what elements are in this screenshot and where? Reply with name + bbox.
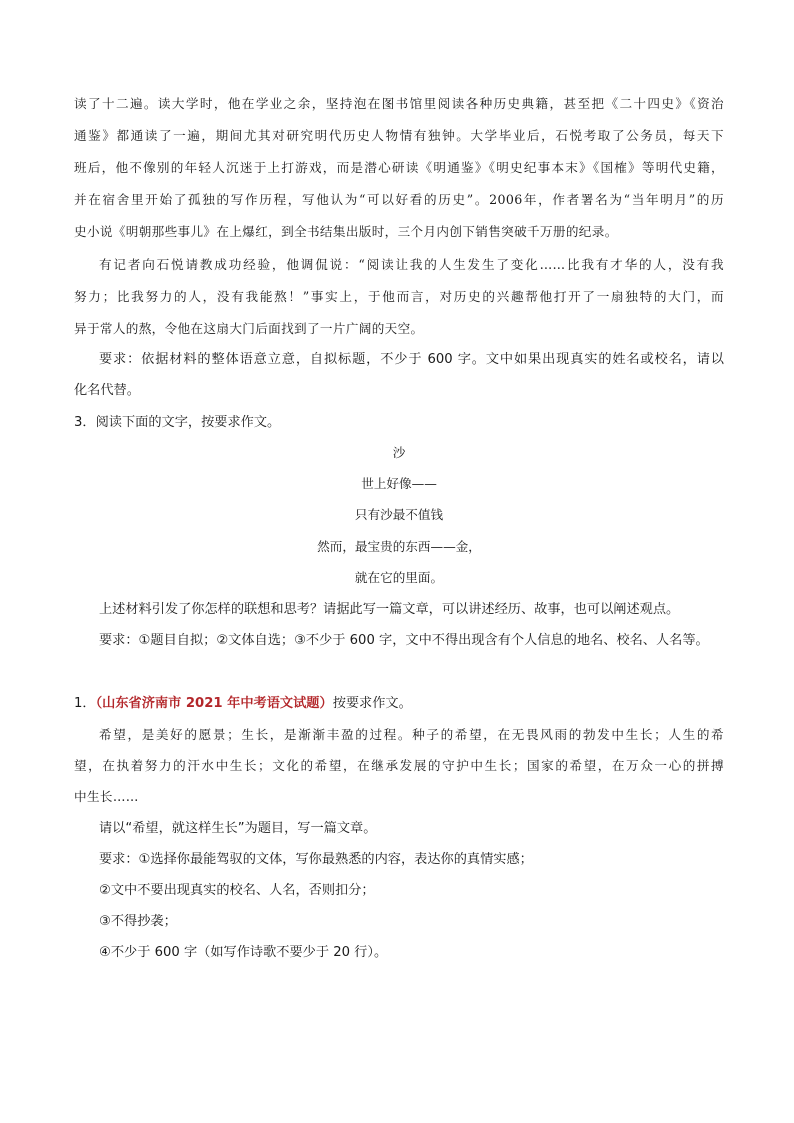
question1-requirement: 要求：①选择你最能驾驭的文体，写你最熟悉的内容，表达你的真情实感； (99, 852, 533, 867)
poem-line: 只有沙最不值钱 (354, 507, 444, 522)
material2-para2-line: 异于常人的熬，令他在这扇大门后面找到了一片广阔的天空。 (74, 321, 424, 336)
question1-material-line: 希望，是美好的愿景；生长，是渐渐丰盈的过程。种子的希望，在无畏风雨的勃发中生长；人生的希 (99, 727, 724, 742)
material2-requirement-line: 化名代替。 (74, 383, 140, 398)
document-page (74, 0, 724, 1123)
poem-title: 沙 (392, 445, 406, 460)
question1-heading-tail: 按要求作文。 (332, 696, 412, 711)
question3-prompt: 上述材料引发了你怎样的联想和思考？请据此写一篇文章，可以讲述经历、故事，也可以阐述观点。 (99, 602, 680, 617)
question1-source: （山东省济南市 2021 年中考语文试题） (95, 696, 333, 711)
poem-line: 就在它的里面。 (354, 570, 444, 585)
material2-para1-line: 班后，他不像别的年轻人沉迷于上打游戏，而是潜心研读《明通鉴》《明史纪事本末》《国榷》等明代史籍， (74, 160, 724, 175)
material2-para1-line: 通鉴》都通读了一遍，期间尤其对研究明代历史人物情有独钟。大学毕业后，石悦考取了公务员，每天下 (74, 128, 724, 143)
material2-para2-line: 努力；比我努力的人，没有我能熬！”事实上，于他而言，对历史的兴趣帮他打开了一扇独特的大门，而 (74, 289, 724, 304)
material2-para2-line: 有记者向石悦请教成功经验，他调侃说：“阅读让我的人生发生了变化……比我有才华的人，没有我 (99, 257, 724, 272)
question3-heading: 3．阅读下面的文字，按要求作文。 (74, 415, 281, 430)
material2-para1-line: 并在宿舍里开始了孤独的写作历程，写他认为“可以好看的历史”。2006年，作者署名为“当年明月”的历 (74, 192, 724, 207)
question1-requirement: ④不少于 600 字（如写作诗歌不要少于 20 行）。 (99, 945, 388, 960)
question1-material-line: 中生长…… (74, 789, 139, 804)
question1-title-instruction: 请以“希望，就这样生长”为题目，写一篇文章。 (99, 821, 377, 836)
question1-material-line: 望，在执着努力的汗水中生长；文化的希望，在继承发展的守护中生长；国家的希望，在万众一心的拼搏 (74, 758, 724, 773)
poem-line: 然而，最宝贵的东西——金， (317, 539, 481, 554)
question3-requirement: 要求：①题目自拟；②文体自选；③不少于 600 字，文中不得出现含有个人信息的地名、校名、人名等。 (99, 633, 709, 648)
poem-line: 世上好像—— (361, 476, 437, 491)
material2-para1-line: 读了十二遍。读大学时，他在学业之余，坚持泡在图书馆里阅读各种历史典籍，甚至把《二十四史》《资治 (74, 96, 724, 111)
question1-heading (74, 694, 412, 714)
material2-requirement-line: 要求：依据材料的整体语意立意，自拟标题，不少于 600 字。文中如果出现真实的姓名或校名，请以 (99, 352, 724, 367)
material2-para1-line: 史小说《明朝那些事儿》在上爆红，到全书结集出版时，三个月内创下销售突破千万册的纪录。 (74, 224, 618, 239)
question1-requirement: ②文中不要出现真实的校名、人名，否则扣分； (99, 883, 375, 898)
question1-requirement: ③不得抄袭； (99, 914, 177, 929)
question1-number: 1． (74, 696, 96, 711)
